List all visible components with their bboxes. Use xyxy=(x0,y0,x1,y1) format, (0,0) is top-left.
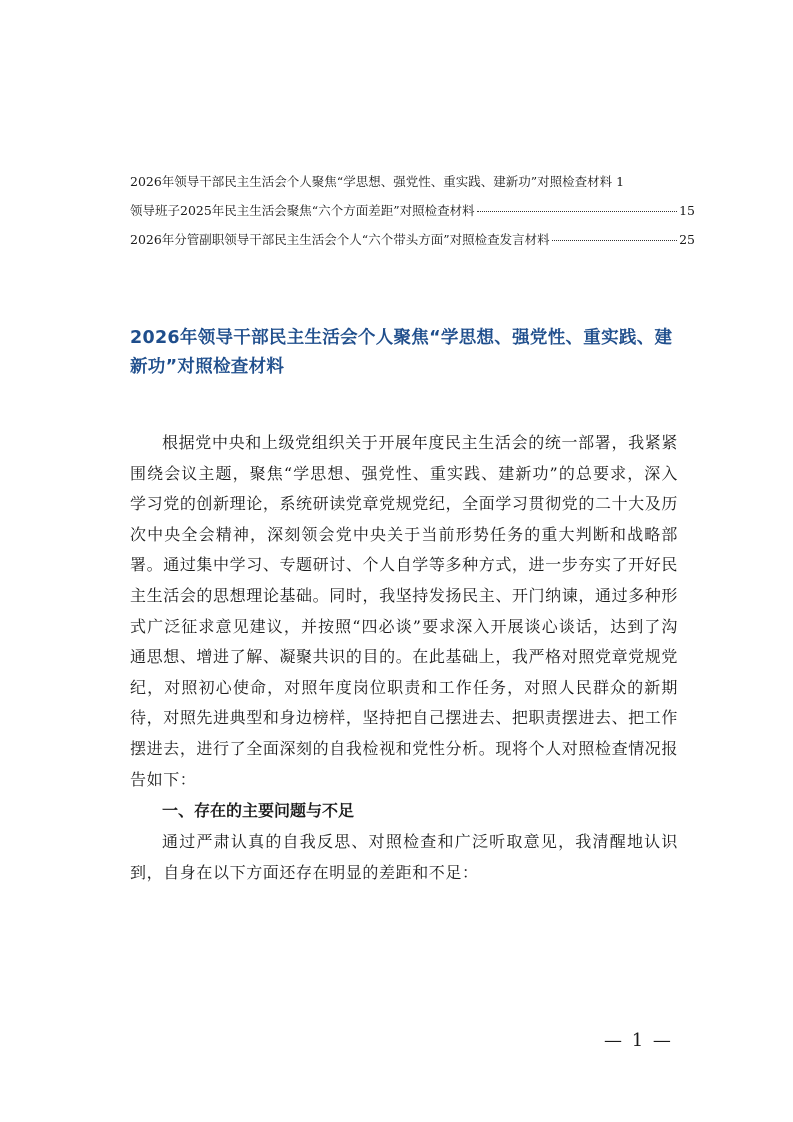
toc-leader-dots xyxy=(477,211,678,212)
document-title: 2026年领导干部民主生活会个人聚焦“学思想、强党性、重实践、建新功”对照检查材料 xyxy=(130,328,673,377)
table-of-contents xyxy=(130,172,695,259)
section-heading: 一、存在的主要问题与不足 xyxy=(162,801,355,821)
toc-entry-page: 15 xyxy=(679,203,695,218)
page-number: — 1 — xyxy=(604,1030,673,1051)
document-body xyxy=(130,428,678,888)
toc-leader-dots xyxy=(552,240,678,241)
body-paragraph: 根据党中央和上级党组织关于开展年度民主生活会的统一部署，我紧紧围绕会议主题，聚焦“学思想、强党性、重实践、建新功”的总要求，深入学习党的创新理论，系统研读党章党规党纪，全面学习贯彻党的二十大及历次中央全会精神，深刻领会党中央关于当前形势任务的重大判断和战略部署。通过集中学习、专题研讨、个人自学等多种方式，进一步夯实了开好民主生活会的思想理论基础。同时，我坚持发扬民主、开门纳谏，通过多种形式广泛征求意见建议，并按照“四必谈”要求深入开展谈心谈话，达到了沟通思想、增进了解、凝聚共识的目的。在此基础上，我严格对照党章党规党纪，对照初心使命，对照年度岗位职责和工作任务，对照人民群众的新期待，对照先进典型和身边榜样，坚持把自己摆进去、把职责摆进去、把工作摆进去，进行了全面深刻的自我检视和党性分析。现将个人对照检查情况报告如下： xyxy=(130,433,678,789)
toc-entry-title: 领导班子2025年民主生活会聚焦“六个方面差距”对照检查材料 xyxy=(130,203,475,218)
body-paragraph: 通过严肃认真的自我反思、对照检查和广泛听取意见，我清醒地认识到，自身在以下方面还存在明显的差距和不足： xyxy=(130,832,678,882)
toc-entry[interactable] xyxy=(130,230,695,259)
toc-entry-page: 25 xyxy=(679,232,695,247)
toc-entry[interactable] xyxy=(130,201,695,230)
toc-entry[interactable] xyxy=(130,172,695,201)
toc-entry-title: 2026年领导干部民主生活会个人聚焦“学思想、强党性、重实践、建新功”对照检查材料 xyxy=(130,174,613,189)
toc-entry-title: 2026年分管副职领导干部民主生活会个人“六个带头方面”对照检查发言材料 xyxy=(130,232,550,247)
toc-entry-page: 1 xyxy=(616,174,625,189)
